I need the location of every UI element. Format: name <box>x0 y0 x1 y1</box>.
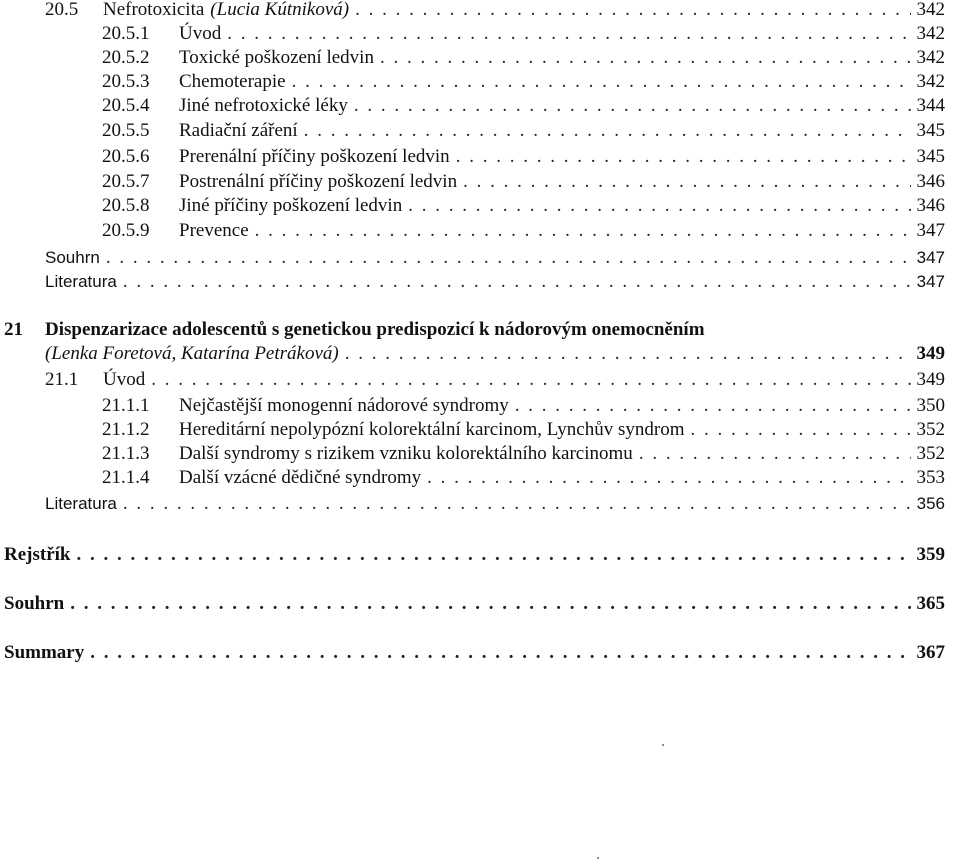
toc-entry-title: Radiační záření <box>179 120 298 141</box>
toc-entry-page: 342 <box>916 23 945 44</box>
toc-leader-dots <box>304 119 911 143</box>
toc-leader-dots <box>255 219 911 243</box>
toc-leader-dots <box>463 170 910 194</box>
toc-leader-dots <box>691 418 911 442</box>
toc-entry-title: Souhrn <box>4 593 65 614</box>
toc-leader-dots <box>76 543 910 567</box>
toc-entry-title: Rejstřík <box>4 544 71 565</box>
toc-leader-dots <box>151 368 910 392</box>
toc-entry-title: Další syndromy s rizikem vzniku kolorektálního karcinomu <box>179 443 633 464</box>
toc-entry-number: 21.1.1 <box>102 395 150 416</box>
toc-leader-dots <box>90 641 910 665</box>
toc-entry-author: (Lucia Kútniková) <box>210 0 350 20</box>
toc-entry-summary[interactable] <box>4 641 945 665</box>
toc-entry-number: 20.5.5 <box>102 120 150 141</box>
toc-entry-title: Jiné nefrotoxické léky <box>179 95 348 116</box>
toc-entry-21-1-2[interactable] <box>102 418 945 442</box>
toc-leader-dots <box>427 466 910 490</box>
toc-leader-dots <box>515 394 911 418</box>
toc-entry-number: 20.5 <box>45 0 79 20</box>
toc-entry-page: 347 <box>916 272 945 291</box>
toc-chapter-number: 21 <box>4 319 23 340</box>
toc-leader-dots <box>408 194 910 218</box>
toc-entry-21-1-1[interactable] <box>102 394 945 418</box>
toc-leader-dots <box>123 270 911 294</box>
toc-leader-dots <box>456 145 911 169</box>
toc-entry-page: 352 <box>916 419 945 440</box>
toc-leader-dots <box>123 492 911 516</box>
toc-entry-number: 20.5.6 <box>102 146 150 167</box>
toc-chapter-title: Dispenzarizace adolescentů s genetickou predispozicí k nádorovým onemocněním <box>45 319 705 340</box>
toc-leader-dots <box>227 22 910 46</box>
toc-entry-title: Hereditární nepolypózní kolorektální karcinom, Lynchův syndrom <box>179 419 685 440</box>
toc-entry-page: 356 <box>916 494 945 513</box>
toc-entry-title: Postrenální příčiny poškození ledvin <box>179 171 458 192</box>
toc-entry-20-5-8[interactable] <box>102 194 945 218</box>
toc-chapter-page: 349 <box>916 343 945 364</box>
toc-entry-21-1-3[interactable] <box>102 442 945 466</box>
toc-entry-number: 20.5.2 <box>102 47 150 68</box>
toc-entry-title: Úvod <box>179 23 222 44</box>
toc-entry-20-5-9[interactable] <box>102 219 945 243</box>
toc-chapter-authors: (Lenka Foretová, Katarína Petráková) <box>45 343 339 364</box>
toc-entry-page: 342 <box>916 47 945 68</box>
toc-entry-20-5-4[interactable] <box>102 94 945 118</box>
toc-entry-page: 359 <box>916 544 945 565</box>
toc-leader-dots <box>292 70 911 94</box>
toc-entry-page: 346 <box>916 171 945 192</box>
toc-entry-page: 347 <box>916 220 945 241</box>
toc-chapter-21-authors[interactable] <box>45 342 945 366</box>
toc-entry-rejstrik[interactable] <box>4 543 945 567</box>
toc-entry-20-5[interactable] <box>45 0 945 22</box>
toc-entry-number: 20.5.3 <box>102 71 150 92</box>
toc-entry-page: 349 <box>916 369 945 390</box>
scan-speck <box>662 744 664 746</box>
toc-entry-page: 350 <box>916 395 945 416</box>
toc-leader-dots <box>639 442 911 466</box>
toc-entry-page: 342 <box>916 71 945 92</box>
toc-entry-page: 342 <box>916 0 945 20</box>
toc-entry-title: Jiné příčiny poškození ledvin <box>179 195 403 216</box>
toc-entry-page: 345 <box>916 120 945 141</box>
toc-entry-souhrn-20[interactable] <box>45 246 945 270</box>
toc-entry-page: 345 <box>916 146 945 167</box>
toc-entry-title: Literatura <box>45 272 117 291</box>
toc-entry-title: Úvod <box>103 369 146 390</box>
toc-entry-page: 347 <box>916 248 945 267</box>
toc-leader-dots <box>354 94 911 118</box>
toc-entry-page: 353 <box>916 467 945 488</box>
toc-entry-20-5-7[interactable] <box>102 170 945 194</box>
toc-entry-title: Souhrn <box>45 248 100 267</box>
toc-entry-number: 20.5.1 <box>102 23 150 44</box>
toc-entry-20-5-1[interactable] <box>102 22 945 46</box>
toc-entry-title: Toxické poškození ledvin <box>179 47 374 68</box>
toc-entry-souhrn[interactable] <box>4 592 945 616</box>
toc-entry-title: Nejčastější monogenní nádorové syndromy <box>179 395 509 416</box>
toc-entry-number: 21.1.3 <box>102 443 150 464</box>
toc-leader-dots <box>380 46 911 70</box>
toc-entry-21-1[interactable] <box>45 368 945 392</box>
toc-entry-number: 20.5.7 <box>102 171 150 192</box>
toc-entry-literatura-20[interactable] <box>45 270 945 294</box>
toc-chapter-21-heading[interactable] <box>4 318 945 342</box>
toc-entry-title: Prevence <box>179 220 249 241</box>
toc-entry-literatura-21[interactable] <box>45 492 945 516</box>
toc-entry-number: 21.1 <box>45 369 79 390</box>
toc-entry-number: 21.1.2 <box>102 419 150 440</box>
toc-entry-title: Summary <box>4 642 85 663</box>
toc-entry-number: 20.5.4 <box>102 95 150 116</box>
toc-entry-title: Chemoterapie <box>179 71 286 92</box>
toc-leader-dots <box>355 0 910 22</box>
toc-entry-20-5-2[interactable] <box>102 46 945 70</box>
toc-entry-page: 367 <box>916 642 945 663</box>
toc-leader-dots <box>106 246 911 270</box>
toc-entry-title: Nefrotoxicita <box>103 0 205 20</box>
toc-entry-20-5-3[interactable] <box>102 70 945 94</box>
toc-entry-number: 20.5.8 <box>102 195 150 216</box>
toc-entry-title: Další vzácné dědičné syndromy <box>179 467 422 488</box>
toc-leader-dots <box>345 342 911 366</box>
toc-entry-number: 21.1.4 <box>102 467 150 488</box>
toc-entry-page: 352 <box>916 443 945 464</box>
toc-entry-20-5-6[interactable] <box>102 145 945 169</box>
toc-leader-dots <box>70 592 910 616</box>
toc-entry-20-5-5[interactable] <box>102 119 945 143</box>
toc-entry-title: Prerenální příčiny poškození ledvin <box>179 146 450 167</box>
toc-entry-21-1-4[interactable] <box>102 466 945 490</box>
toc-entry-title: Literatura <box>45 494 117 513</box>
toc-entry-page: 344 <box>916 95 945 116</box>
scan-speck <box>597 857 599 859</box>
toc-entry-page: 365 <box>916 593 945 614</box>
toc-entry-number: 20.5.9 <box>102 220 150 241</box>
toc-entry-page: 346 <box>916 195 945 216</box>
